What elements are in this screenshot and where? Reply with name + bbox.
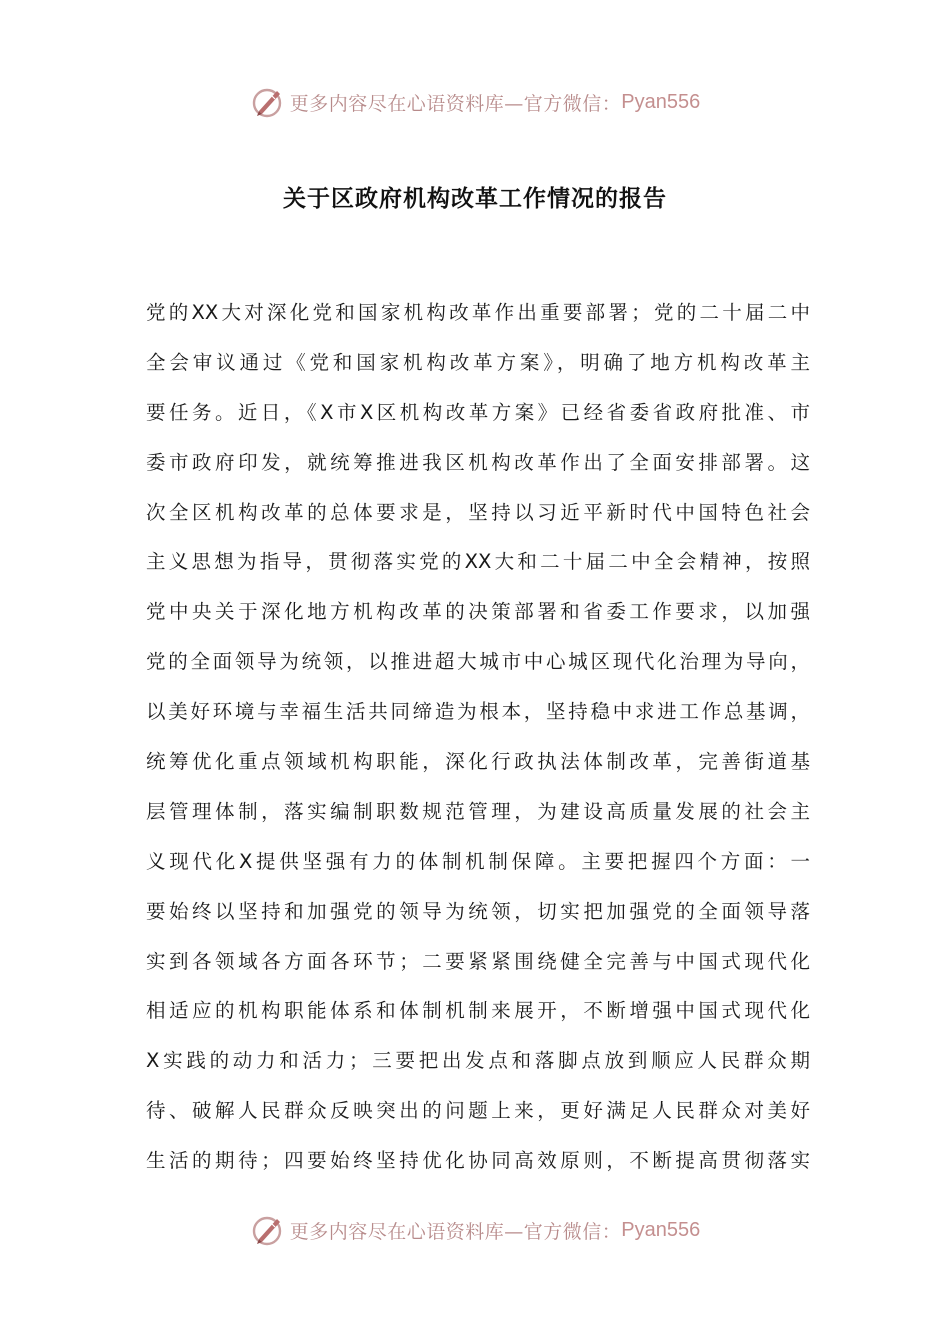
body-line: 次全区机构改革的总体要求是，坚持以习近平新时代中国特色社会 (146, 500, 810, 524)
body-line: 党的XX大对深化党和国家机构改革作出重要部署；党的二十届二中 (146, 301, 810, 324)
body-line: 统筹优化重点领域机构职能，深化行政执法体制改革，完善街道基 (146, 750, 810, 774)
body-line: 实到各领域各方面各环节；二要紧紧围绕健全完善与中国式现代化 (146, 949, 810, 973)
header-banner-text: 更多内容尽在心语资料库—官方微信： (289, 92, 622, 115)
body-line: 党中央关于深化地方机构改革的决策部署和省委工作要求，以加强 (146, 600, 810, 624)
body-line: 委市政府印发，就统筹推进我区机构改革作出了全面安排部署。这 (146, 450, 810, 474)
body-line: 要始终以坚持和加强党的领导为统领，切实把加强党的全面领导落 (146, 899, 810, 923)
body-line: 全会审议通过《党和国家机构改革方案》，明确了地方机构改革主 (146, 350, 810, 374)
body-line: 义现代化X提供坚强有力的体制机制保障。主要把握四个方面：一 (146, 849, 810, 873)
body-line: 生活的期待；四要始终坚持优化协同高效原则，不断提高贯彻落实 (146, 1149, 810, 1173)
footer-banner-wechat-id: Pyan556 (621, 1218, 701, 1241)
header-banner (0, 80, 950, 124)
body-line: 相适应的机构职能体系和体制机制来展开，不断增强中国式现代化 (146, 999, 810, 1023)
body-line: 要任务。近日，《X市X区机构改革方案》已经省委省政府批准、市 (146, 400, 810, 424)
body-line: 以美好环境与幸福生活共同缔造为根本，坚持稳中求进工作总基调， (146, 700, 810, 724)
body-line: 主义思想为指导，贯彻落实党的XX大和二十届二中全会精神，按照 (146, 550, 810, 574)
document-body (146, 288, 810, 1186)
footer-banner-text: 更多内容尽在心语资料库—官方微信： (289, 1220, 622, 1243)
header-banner-wechat-id: Pyan556 (621, 90, 701, 113)
body-line: 层管理体制，落实编制职数规范管理，为建设高质量发展的社会主 (146, 799, 810, 823)
body-line: 党的全面领导为统领，以推进超大城市中心城区现代化治理为导向， (146, 650, 810, 674)
document-title: 关于区政府机构改革工作情况的报告 (283, 186, 667, 212)
footer-banner (0, 1208, 950, 1252)
body-line: 待、破解人民群众反映突出的问题上来，更好满足人民群众对美好 (146, 1099, 810, 1123)
body-line: X实践的动力和活力；三要把出发点和落脚点放到顺应人民群众期 (146, 1049, 810, 1073)
pen-logo-icon (250, 84, 286, 120)
pen-logo-icon (250, 1212, 286, 1248)
